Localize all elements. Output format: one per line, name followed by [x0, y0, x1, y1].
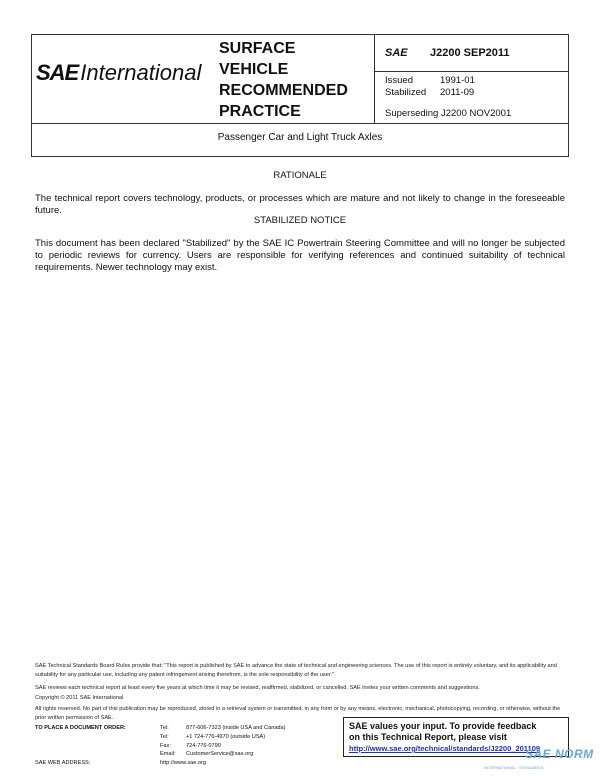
rationale-heading: RATIONALE — [273, 170, 327, 181]
stabilized-label: Stabilized — [385, 87, 427, 98]
email-link[interactable]: CustomerService@sae.org — [186, 751, 254, 758]
stabilized-notice-heading: STABILIZED NOTICE — [253, 215, 347, 226]
issued-label: Issued — [385, 75, 413, 86]
review-text: SAE reviews each technical report at least every five years at which time it may be revised, reaffirmed, stabilized, or cancelled. SAE invites your written comments and suggestions. — [35, 685, 480, 691]
doc-type-line: RECOMMENDED — [219, 82, 348, 99]
contact-label[interactable]: Email: — [160, 751, 176, 758]
feedback-line-1: SAE values your input. To provide feedback — [349, 721, 537, 731]
document-number: J2200 SEP2011 — [430, 47, 510, 59]
header-divider-vertical — [374, 35, 375, 123]
feedback-line-2: on this Technical Report, please visit — [349, 732, 507, 742]
rights-text: All rights reserved. No part of this publication may be reproduced, stored in a retrieval system or transmitted, in any form or by any means, electronic, mechanical, photocopying, recording, or otherwise, without the prior written permission of SAE. — [35, 706, 561, 721]
contact-value: 877-606-7323 (inside USA and Canada) — [186, 725, 286, 731]
watermark-logo: SAE NORM — [525, 747, 594, 761]
doc-type-line: SURFACE — [219, 40, 296, 57]
web-address-label: SAE WEB ADDRESS: — [35, 760, 91, 766]
document-type — [219, 38, 348, 122]
web-address-link[interactable]: http://www.sae.org — [160, 760, 207, 766]
policy-text: SAE Technical Standards Board Rules provide that: "This report is published by SAE to advance the state of technical and engineering sciences. The use of this report is entirely voluntary, and its applicability and suitability for any particular use, including any patent infringement arising therefrom, is the sole responsibility of the user." — [35, 663, 557, 678]
doc-type-line: VEHICLE — [219, 61, 289, 78]
contact-value: 724-776-0790 — [186, 742, 221, 749]
stabilized-value: 2011-09 — [440, 87, 475, 98]
logo-international-text: International — [80, 60, 202, 85]
logo-sae-text: SAE — [36, 60, 79, 85]
superseding-text: Superseding J2200 NOV2001 — [385, 108, 512, 119]
sae-logo — [36, 60, 201, 88]
contact-value: +1 724-776-4970 (outside USA) — [186, 733, 266, 740]
copyright-text: Copyright © 2011 SAE International — [35, 695, 124, 701]
contact-label: Tel: — [160, 725, 169, 731]
watermark-subtext: INTERNATIONAL · STANDARDS — [484, 765, 544, 770]
rationale-text: The technical report covers technology, products, or processes which are mature and not likely to change in the foreseeable future. — [35, 193, 565, 216]
order-label: TO PLACE A DOCUMENT ORDER: — [35, 725, 126, 731]
stabilized-notice-text: This document has been declared "Stabilized" by the SAE IC Powertrain Steering Committee and will no longer be subjected to periodic reviews for currency. Users are responsible for verifying references and continued suitability of technical requirements. Newer technology may exist. — [35, 238, 565, 273]
document-title: Passenger Car and Light Truck Axles — [217, 132, 383, 143]
contact-list — [160, 724, 286, 759]
feedback-link[interactable]: http://www.sae.org/technical/standards/J2200_201109 — [349, 744, 541, 753]
issued-value: 1991-01 — [440, 75, 475, 86]
header-divider-horizontal — [32, 123, 568, 124]
contact-label: Fax: — [160, 742, 171, 749]
header-divider-docnum — [374, 71, 568, 72]
sae-badge: SAE — [385, 47, 408, 59]
doc-type-line: PRACTICE — [219, 103, 301, 120]
contact-label: Tel: — [160, 733, 169, 740]
